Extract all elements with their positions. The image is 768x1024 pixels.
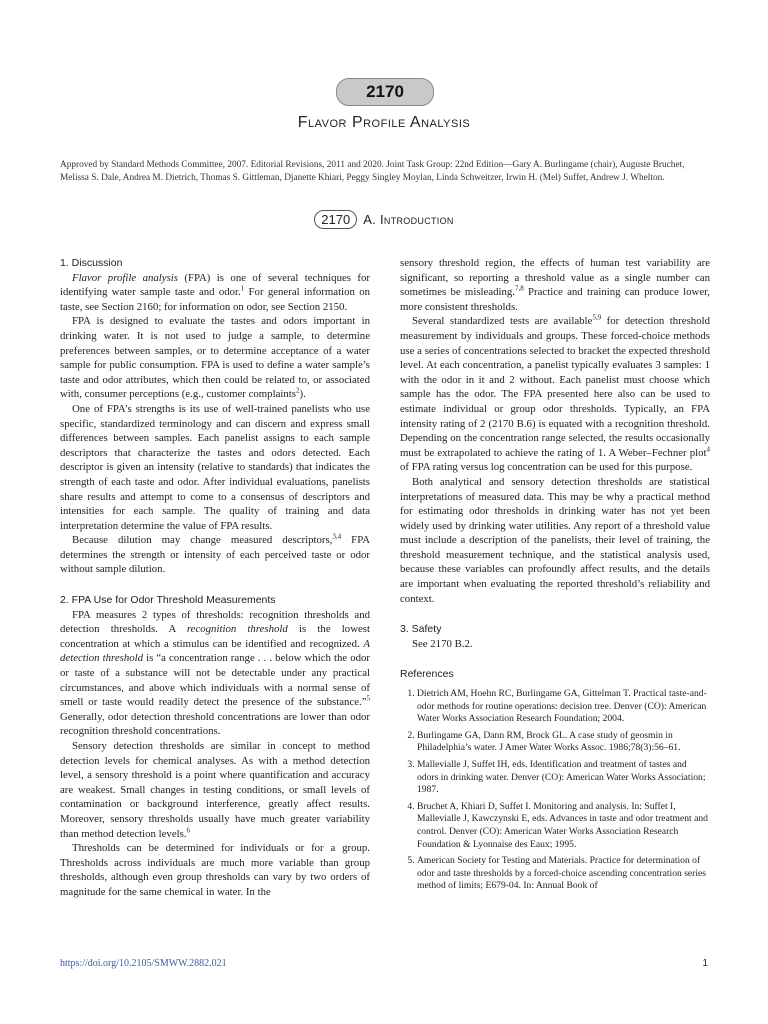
reference-item: 2. Burlingame GA, Dann RM, Brock GL. A case study of geosmin in Philadelphia’s water. J Amer Water Works Assoc. 1986;78(3):56–61. (417, 730, 710, 755)
paragraph: Thresholds can be determined for individuals or for a group. Thresholds across individuals are much more variable than group thresholds, although even group thresholds can vary by two orders of magnitude for the same chemical in water. In the (60, 842, 370, 898)
right-column (400, 256, 710, 897)
paragraph: Flavor profile analysis (FPA) is one of several techniques for identifying water sample taste and odor.$^1$ For general information on taste, see Section 2160; for information on odor, see Section 2150. (60, 271, 370, 313)
paragraph: sensory threshold region, the effects of human test variability are significant, so reporting a threshold value as a single number can sometimes be misleading.$^{7,8}$ Practice and training can produce lower, more consistent thresholds. (400, 257, 710, 313)
heading-references: References (400, 668, 454, 681)
heading-discussion: 1. Discussion (60, 257, 123, 269)
paragraph: FPA measures 2 types of thresholds: recognition thresholds and detection thresholds. A recognition threshold is the lowest concentration at which a stimulus can be identified and recognized. A detection threshold is “a concentration range . . . below which the odor or taste of a substance will not be detectable under any practical circumstances, and above which individuals with a normal sense of smell or taste would readily detect the presence of the substance.”$^5$ Generally, odor detection threshold concentrations are lower than odor recognition threshold concentrations. (60, 608, 370, 738)
reference-item: 1. Dietrich AM, Hoehn RC, Burlingame GA, Gittelman T. Practical taste-and-odor methods for routine operations: decision tree. Denver (CO): American Water Works Association Research Foundation; 2004. (417, 688, 710, 726)
section-title: A. Introduction (363, 212, 454, 227)
paragraph: FPA is designed to evaluate the tastes and odors important in drinking water. It is not used to judge a sample, to determine preferences between samples, or to determine acceptance of a water sample for public consumption. FPA is used to define a water sample’s taste and odor attributes, which then could be related to, or associated with, consumer perceptions (e.g., customer complaints$^2$). (60, 315, 370, 401)
section-heading (0, 210, 768, 229)
method-number-badge: 2170 (336, 78, 434, 106)
paragraph: Several standardized tests are available$^{5,9}$ for detection threshold measurement by individuals and groups. These forced-choice methods use a series of concentrations selected to bracket the expected threshold level. At each concentration, a panelist typically evaluates 3 samples: 1 with the odor in it and 2 without. Each panelist must choose which sample has the odor. The FPA presented here also can be used to estimate individual or group odor thresholds. Typically, an FPA intensity rating of 2 (2170 B.6) is equated with a recognition threshold. Depending on the concentration range selected, the results occasionally must be extrapolated to achieve the rating of 1. A Weber–Fechner plot$^4$ of FPA rating versus log concentration can be used for this purpose. (400, 313, 710, 474)
reference-item: 3. Mallevialle J, Suffet IH, eds. Identification and treatment of tastes and odors in drinking water. Denver (CO): American Water Works Association; 1987. (417, 759, 710, 797)
page-number: 1 (702, 958, 708, 969)
reference-item: 5. American Society for Testing and Materials. Practice for determination of odor and taste thresholds by a forced-choice ascending concentration series method of limits; E679-04. In: Annual Book of (417, 855, 710, 893)
paragraph: Because dilution may change measured descriptors,$^{3,4}$ FPA determines the strength or intensity of each perceived taste or odor without sample dilution. (60, 532, 370, 576)
approval-note: Approved by Standard Methods Committee, 2007. Editorial Revisions, 2011 and 2020. Joint Task Group: 22nd Edition—Gary A. Burlingame (chair), Auguste Bruchet, Melissa S. Dale, Andrea M. Dietrich, Thomas S. Gittleman, Djanette Khiari, Peggy Singley Moylan, Linda Schweitzer, Irwin H. (Mel) Suffet, Andrew J. Whelton. (60, 160, 685, 183)
section-number: 2170 (314, 210, 357, 229)
paragraph: Sensory detection thresholds are similar in concept to method detection levels for chemical analyses. As with a method detection level, a sensory threshold is a point where quantification and accuracy are weakest. Small changes in testing conditions, or small levels of contamination or background interference, greatly affect results. Moreover, sensory thresholds usually have much greater variability than method detection levels.$^6$ (60, 740, 370, 840)
heading-threshold: 2. FPA Use for Odor Threshold Measurements (60, 594, 276, 607)
reference-item: 4. Bruchet A, Khiari D, Suffet I. Monitoring and analysis. In: Suffet I, Mallevialle J, Kawczynski E, eds. Advances in taste and odor treatment and control. Denver (CO): American Water Works Association Research Foundation & Lyonnaise des Eaux; 1995. (417, 801, 710, 851)
page-title: Flavor Profile Analysis (297, 114, 471, 131)
paragraph: See 2170 B.2. (412, 637, 473, 650)
reference-list (400, 688, 710, 893)
left-column (60, 256, 370, 900)
paragraph: One of FPA’s strengths is its use of well-trained panelists who use specific, standardized terminology and can discern and express small differences between samples. Each panelist assigns to each sample descriptors that characterize the tastes and odors detected. Each descriptor is given an intensity (relative to standards) that indicates the strength of each taste and odor. After individual evaluations, panelists share results and attempt to come to a consensus of descriptors and intensities for each sample. The quality of training and data interpretation determine the value of FPA results. (60, 402, 370, 532)
doi-link[interactable]: https://doi.org/10.2105/SMWW.2882.021 (60, 958, 227, 969)
paragraph: Both analytical and sensory detection thresholds are statistical interpretations of measured data. This may be why a practical method for estimating odor thresholds in drinking water has not yet been widely used by drinking water utilities. Any report of a threshold value must include a description of the panelists, their level of training, the threshold measurement technique, and the statistical analysis used, because these variables can profoundly affect results, and the details are important when evaluating the reported threshold’s reliability and context. (400, 475, 710, 605)
heading-safety: 3. Safety (400, 623, 442, 636)
